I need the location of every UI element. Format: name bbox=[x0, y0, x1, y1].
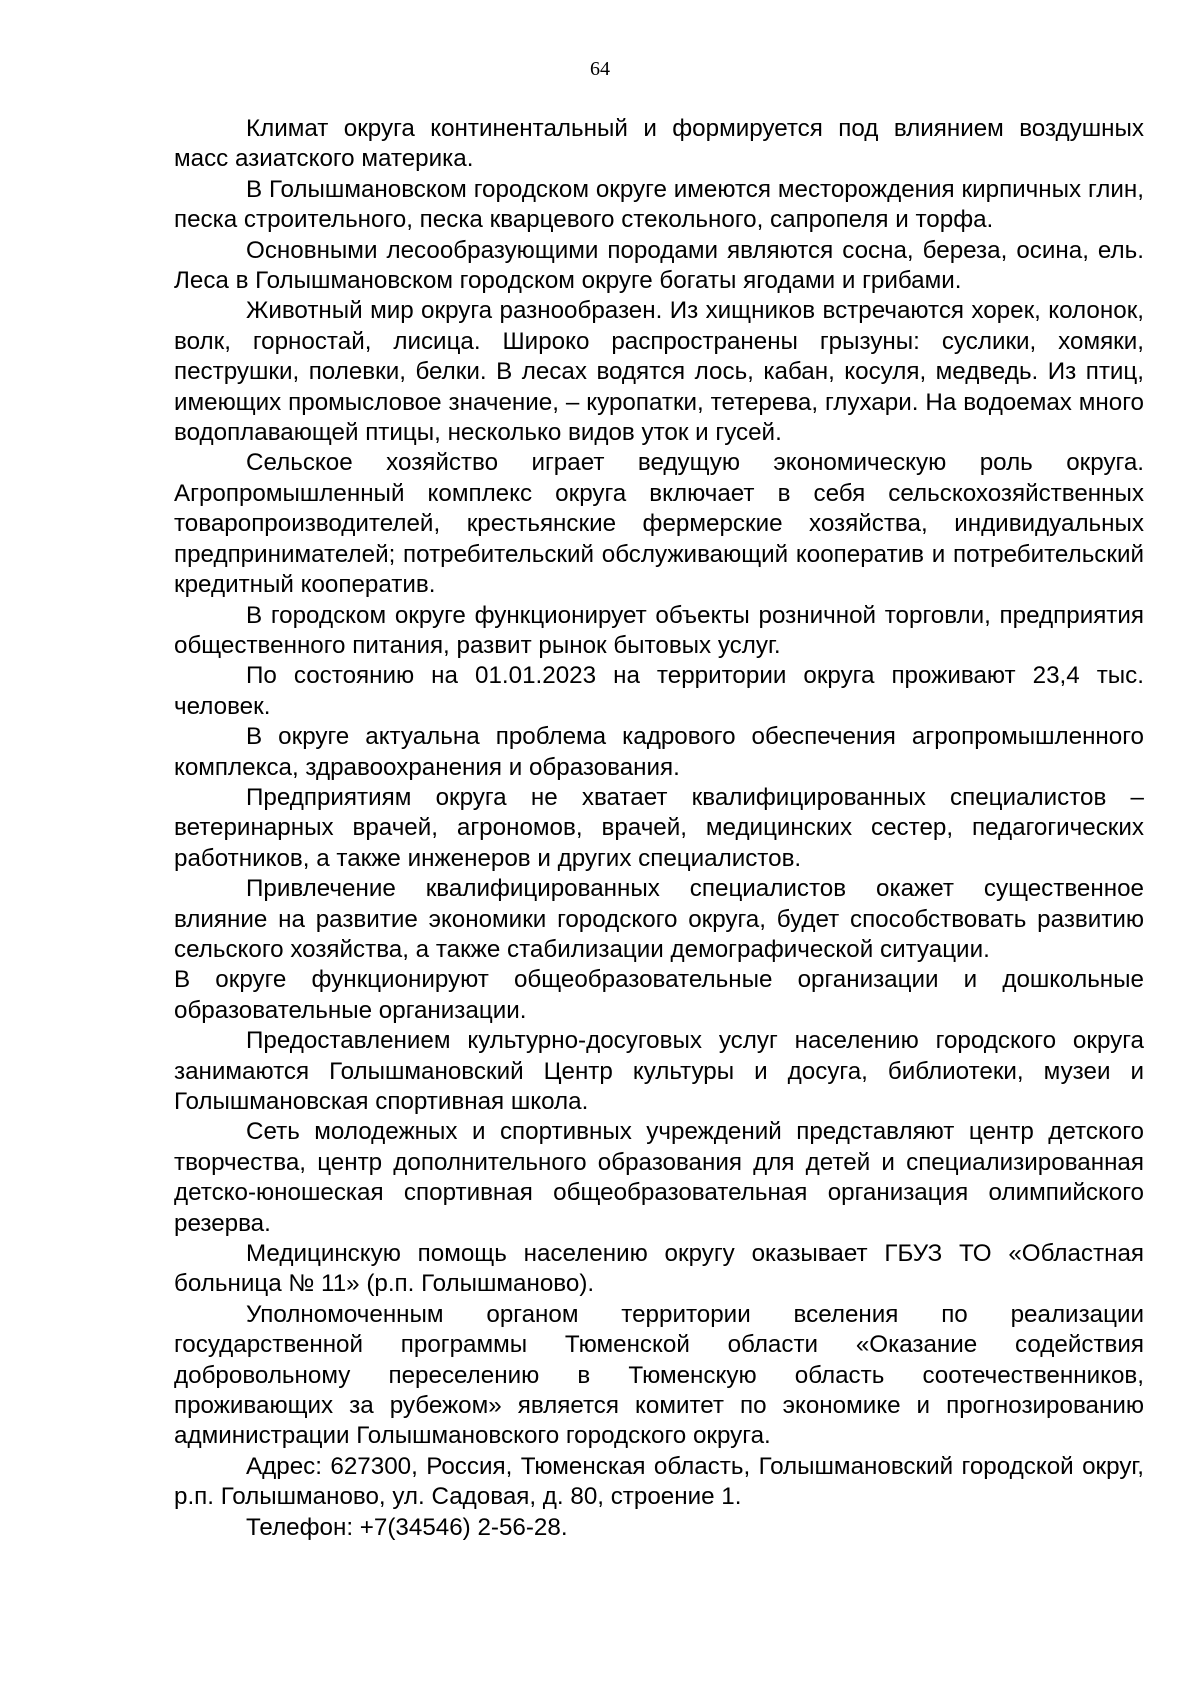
paragraph-forests: Основными лесообразующими породами являются сосна, береза, осина, ель. Леса в Голышмановском городском округе богаты ягодами и грибами. bbox=[174, 236, 1144, 295]
paragraph-authorized-body: Уполномоченным органом территории вселения по реализации государственной программы Тюменской области «Оказание содействия добровольному переселению в Тюменскую область соотечественников, проживающих за рубежом» является комитет по экономике и прогнозированию администрации Голышмановского городского округа. bbox=[174, 1300, 1144, 1450]
paragraph-youth-sports: Сеть молодежных и спортивных учреждений представляют центр детского творчества, центр дополнительного образования для детей и специализированная детско-юношеская спортивная общеобразовательная организация олимпийского резерва. bbox=[174, 1118, 1144, 1237]
paragraph-specialists-impact: Привлечение квалифицированных специалистов окажет существенное влияние на развитие экономики городского округа, будет способствовать развитию сельского хозяйства, а также стабилизации демографической ситуации. bbox=[174, 875, 1144, 963]
paragraph-culture: Предоставлением культурно-досуговых услуг населению городского округа занимаются Голышмановский Центр культуры и досуга, библиотеки, музеи и Голышмановская спортивная школа. bbox=[174, 1027, 1144, 1115]
paragraph-trade: В городском округе функционирует объекты розничной торговли, предприятия общественного питания, развит рынок бытовых услуг. bbox=[174, 601, 1144, 659]
paragraph-specialists-shortage: Предприятиям округа не хватает квалифицированных специалистов – ветеринарных врачей, агрономов, врачей, медицинских сестер, педагогических работников, а также инженеров и других специалистов. bbox=[174, 783, 1144, 872]
paragraph-population: По состоянию на 01.01.2023 на территории округа проживают 23,4 тыс. человек. bbox=[174, 662, 1144, 720]
page-number: 64 bbox=[590, 58, 610, 80]
document-body bbox=[174, 114, 1144, 1543]
paragraph-wildlife: Животный мир округа разнообразен. Из хищников встречаются хорек, колонок, волк, горностай, лисица. Широко распространены грызуны: суслики, хомяки, пеструшки, полевки, белки. В лесах водятся лось, кабан, косуля, медведь. Из птиц, имеющих промысловое значение, – куропатки, тетерева, глухари. На водоемах много водоплавающей птицы, несколько видов уток и гусей. bbox=[174, 297, 1144, 447]
paragraph-climate: Климат округа континентальный и формируется под влиянием воздушных масс азиатского материка. bbox=[174, 115, 1144, 173]
paragraph-staffing-problem: В округе актуальна проблема кадрового обеспечения агропромышленного комплекса, здравоохранения и образования. bbox=[174, 723, 1144, 781]
paragraph-phone: Телефон: +7(34546) 2-56-28. bbox=[246, 1513, 568, 1541]
paragraph-deposits: В Голышмановском городском округе имеются месторождения кирпичных глин, песка строительного, песка кварцевого стекольного, сапропеля и торфа. bbox=[174, 175, 1144, 234]
paragraph-education: В округе функционируют общеобразовательные организации и дошкольные образовательные организации. bbox=[174, 966, 1144, 1024]
paragraph-medical: Медицинскую помощь населению округу оказывает ГБУЗ ТО «Областная больница № 11» (р.п. Голышманово). bbox=[174, 1240, 1144, 1298]
paragraph-agriculture: Сельское хозяйство играет ведущую экономическую роль округа. Агропромышленный комплекс округа включает в себя сельскохозяйственных товаропроизводителей, крестьянские фермерские хозяйства, индивидуальных предпринимателей; потребительский обслуживающий кооператив и потребительский кредитный кооператив. bbox=[174, 449, 1144, 599]
paragraph-address: Адрес: 627300, Россия, Тюменская область, Голышмановский городской округ, р.п. Голышманово, ул. Садовая, д. 80, строение 1. bbox=[174, 1452, 1144, 1511]
